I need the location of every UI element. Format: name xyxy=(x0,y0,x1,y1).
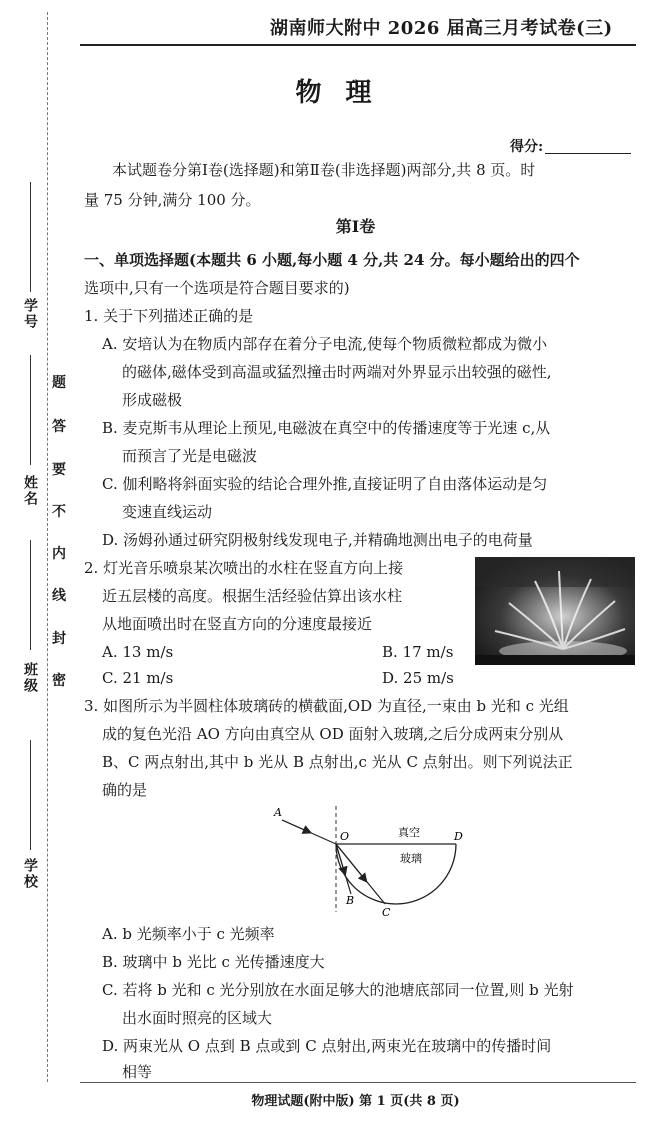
binding-dashed-line xyxy=(47,12,48,1082)
label-d: D xyxy=(454,830,463,843)
score-blank xyxy=(545,153,631,154)
q1-option-line: 变速直线运动 xyxy=(122,503,213,521)
label-c: C xyxy=(382,906,391,919)
label-a: A xyxy=(274,806,282,819)
q2-stem: 近五层楼的高度。根据生活经验估算出该水柱 xyxy=(102,587,403,605)
score-field xyxy=(510,136,631,156)
q3-stem: 3. 如图所示为半圆柱体玻璃砖的横截面,OD 为直径,一束由 b 光和 c 光组 xyxy=(84,697,569,715)
intro-line: 量 75 分钟,满分 100 分。 xyxy=(84,191,261,209)
q1-option-line: C. 伽利略将斜面实验的结论合理外推,直接证明了自由落体运动是匀 xyxy=(102,475,548,493)
class-label: 班级 xyxy=(22,662,38,694)
score-label: 得分: xyxy=(510,139,544,155)
header-rule xyxy=(80,44,636,46)
q3-option-line: C. 若将 b 光和 c 光分别放在水面足够大的池塘底部同一位置,则 b 光射 xyxy=(102,981,574,999)
q2-option-c: C. 21 m/s xyxy=(102,669,174,687)
incident-ray-arrow xyxy=(282,820,310,832)
school-fill-line xyxy=(30,740,31,850)
q3-option-line: 相等 xyxy=(122,1063,153,1081)
seal-char: 内 xyxy=(52,546,66,562)
intro-line: 本试题卷分第Ⅰ卷(选择题)和第Ⅱ卷(非选择题)两部分,共 8 页。时 xyxy=(112,161,536,179)
seal-char: 题 xyxy=(52,375,66,391)
section-heading: 选项中,只有一个选项是符合题目要求的) xyxy=(84,279,350,297)
q2-stem: 2. 灯光音乐喷泉某次喷出的水柱在竖直方向上接 xyxy=(84,559,404,577)
label-vacuum: 真空 xyxy=(398,826,420,839)
footer-rule xyxy=(80,1082,636,1083)
school-label: 学校 xyxy=(22,858,38,890)
fountain-image xyxy=(475,557,635,665)
q1-stem: 1. 关于下列描述正确的是 xyxy=(84,307,254,325)
fountain-photo xyxy=(475,557,635,665)
binding-margin xyxy=(0,0,80,1122)
q2-option-a: A. 13 m/s xyxy=(102,643,174,661)
q2-option-d: D. 25 m/s xyxy=(382,669,454,687)
name-label: 姓名 xyxy=(22,475,38,507)
section-heading: 一、单项选择题(本题共 6 小题,每小题 4 分,共 24 分。每小题给出的四个 xyxy=(84,251,580,269)
seal-char: 封 xyxy=(52,631,66,647)
page-footer: 物理试题(附中版) 第 1 页(共 8 页) xyxy=(251,1094,460,1109)
label-o: O xyxy=(340,830,350,843)
q2-stem: 从地面喷出时在竖直方向的分速度最接近 xyxy=(102,615,373,633)
q1-option-line: A. 安培认为在物质内部存在着分子电流,使每个物质微粒都成为微小 xyxy=(102,335,548,353)
label-glass: 玻璃 xyxy=(400,852,422,865)
q1-option-line: 而预言了光是电磁波 xyxy=(122,447,258,465)
student-id-label: 学号 xyxy=(22,298,38,330)
glass-semicircle-diagram xyxy=(260,800,480,930)
exam-title: 湖南师大附中 2026 届高三月考试卷(三) xyxy=(270,18,613,39)
q1-option-line: 形成磁极 xyxy=(122,391,183,409)
part-title: 第Ⅰ卷 xyxy=(335,217,376,236)
ray-oc-arrow xyxy=(336,844,366,881)
seal-char: 要 xyxy=(52,462,66,478)
q1-option-line: B. 麦克斯韦从理论上预见,电磁波在真空中的传播速度等于光速 c,从 xyxy=(102,419,551,437)
seal-char: 不 xyxy=(52,504,66,520)
q3-option-line: A. b 光频率小于 c 光频率 xyxy=(102,925,275,943)
seal-char: 线 xyxy=(52,588,66,604)
q1-option-line: 的磁体,磁体受到高温或猛烈撞击时两端对外界显示出较强的磁性, xyxy=(122,363,552,381)
q3-option-line: B. 玻璃中 b 光比 c 光传播速度大 xyxy=(102,953,325,971)
subject-title: 物理 xyxy=(295,78,396,108)
q3-option-line: 出水面时照亮的区域大 xyxy=(122,1009,273,1027)
seal-char: 密 xyxy=(52,673,66,689)
seal-char: 答 xyxy=(52,419,66,435)
q3-stem: 确的是 xyxy=(102,781,148,799)
q3-option-line: D. 两束光从 O 点到 B 点或到 C 点射出,两束光在玻璃中的传播时间 xyxy=(102,1037,552,1055)
student-id-fill-line xyxy=(30,182,31,292)
q2-option-b: B. 17 m/s xyxy=(382,643,454,661)
q1-option-line: D. 汤姆孙通过研究阴极射线发现电子,并精确地测出电子的电荷量 xyxy=(102,531,533,549)
class-fill-line xyxy=(30,540,31,650)
q3-stem: 成的复色光沿 AO 方向由真空从 OD 面射入玻璃,之后分成两束分别从 xyxy=(102,725,564,743)
label-b: B xyxy=(346,894,355,907)
q3-stem: B、C 两点射出,其中 b 光从 B 点射出,c 光从 C 点射出。则下列说法正 xyxy=(102,753,573,771)
name-fill-line xyxy=(30,355,31,465)
